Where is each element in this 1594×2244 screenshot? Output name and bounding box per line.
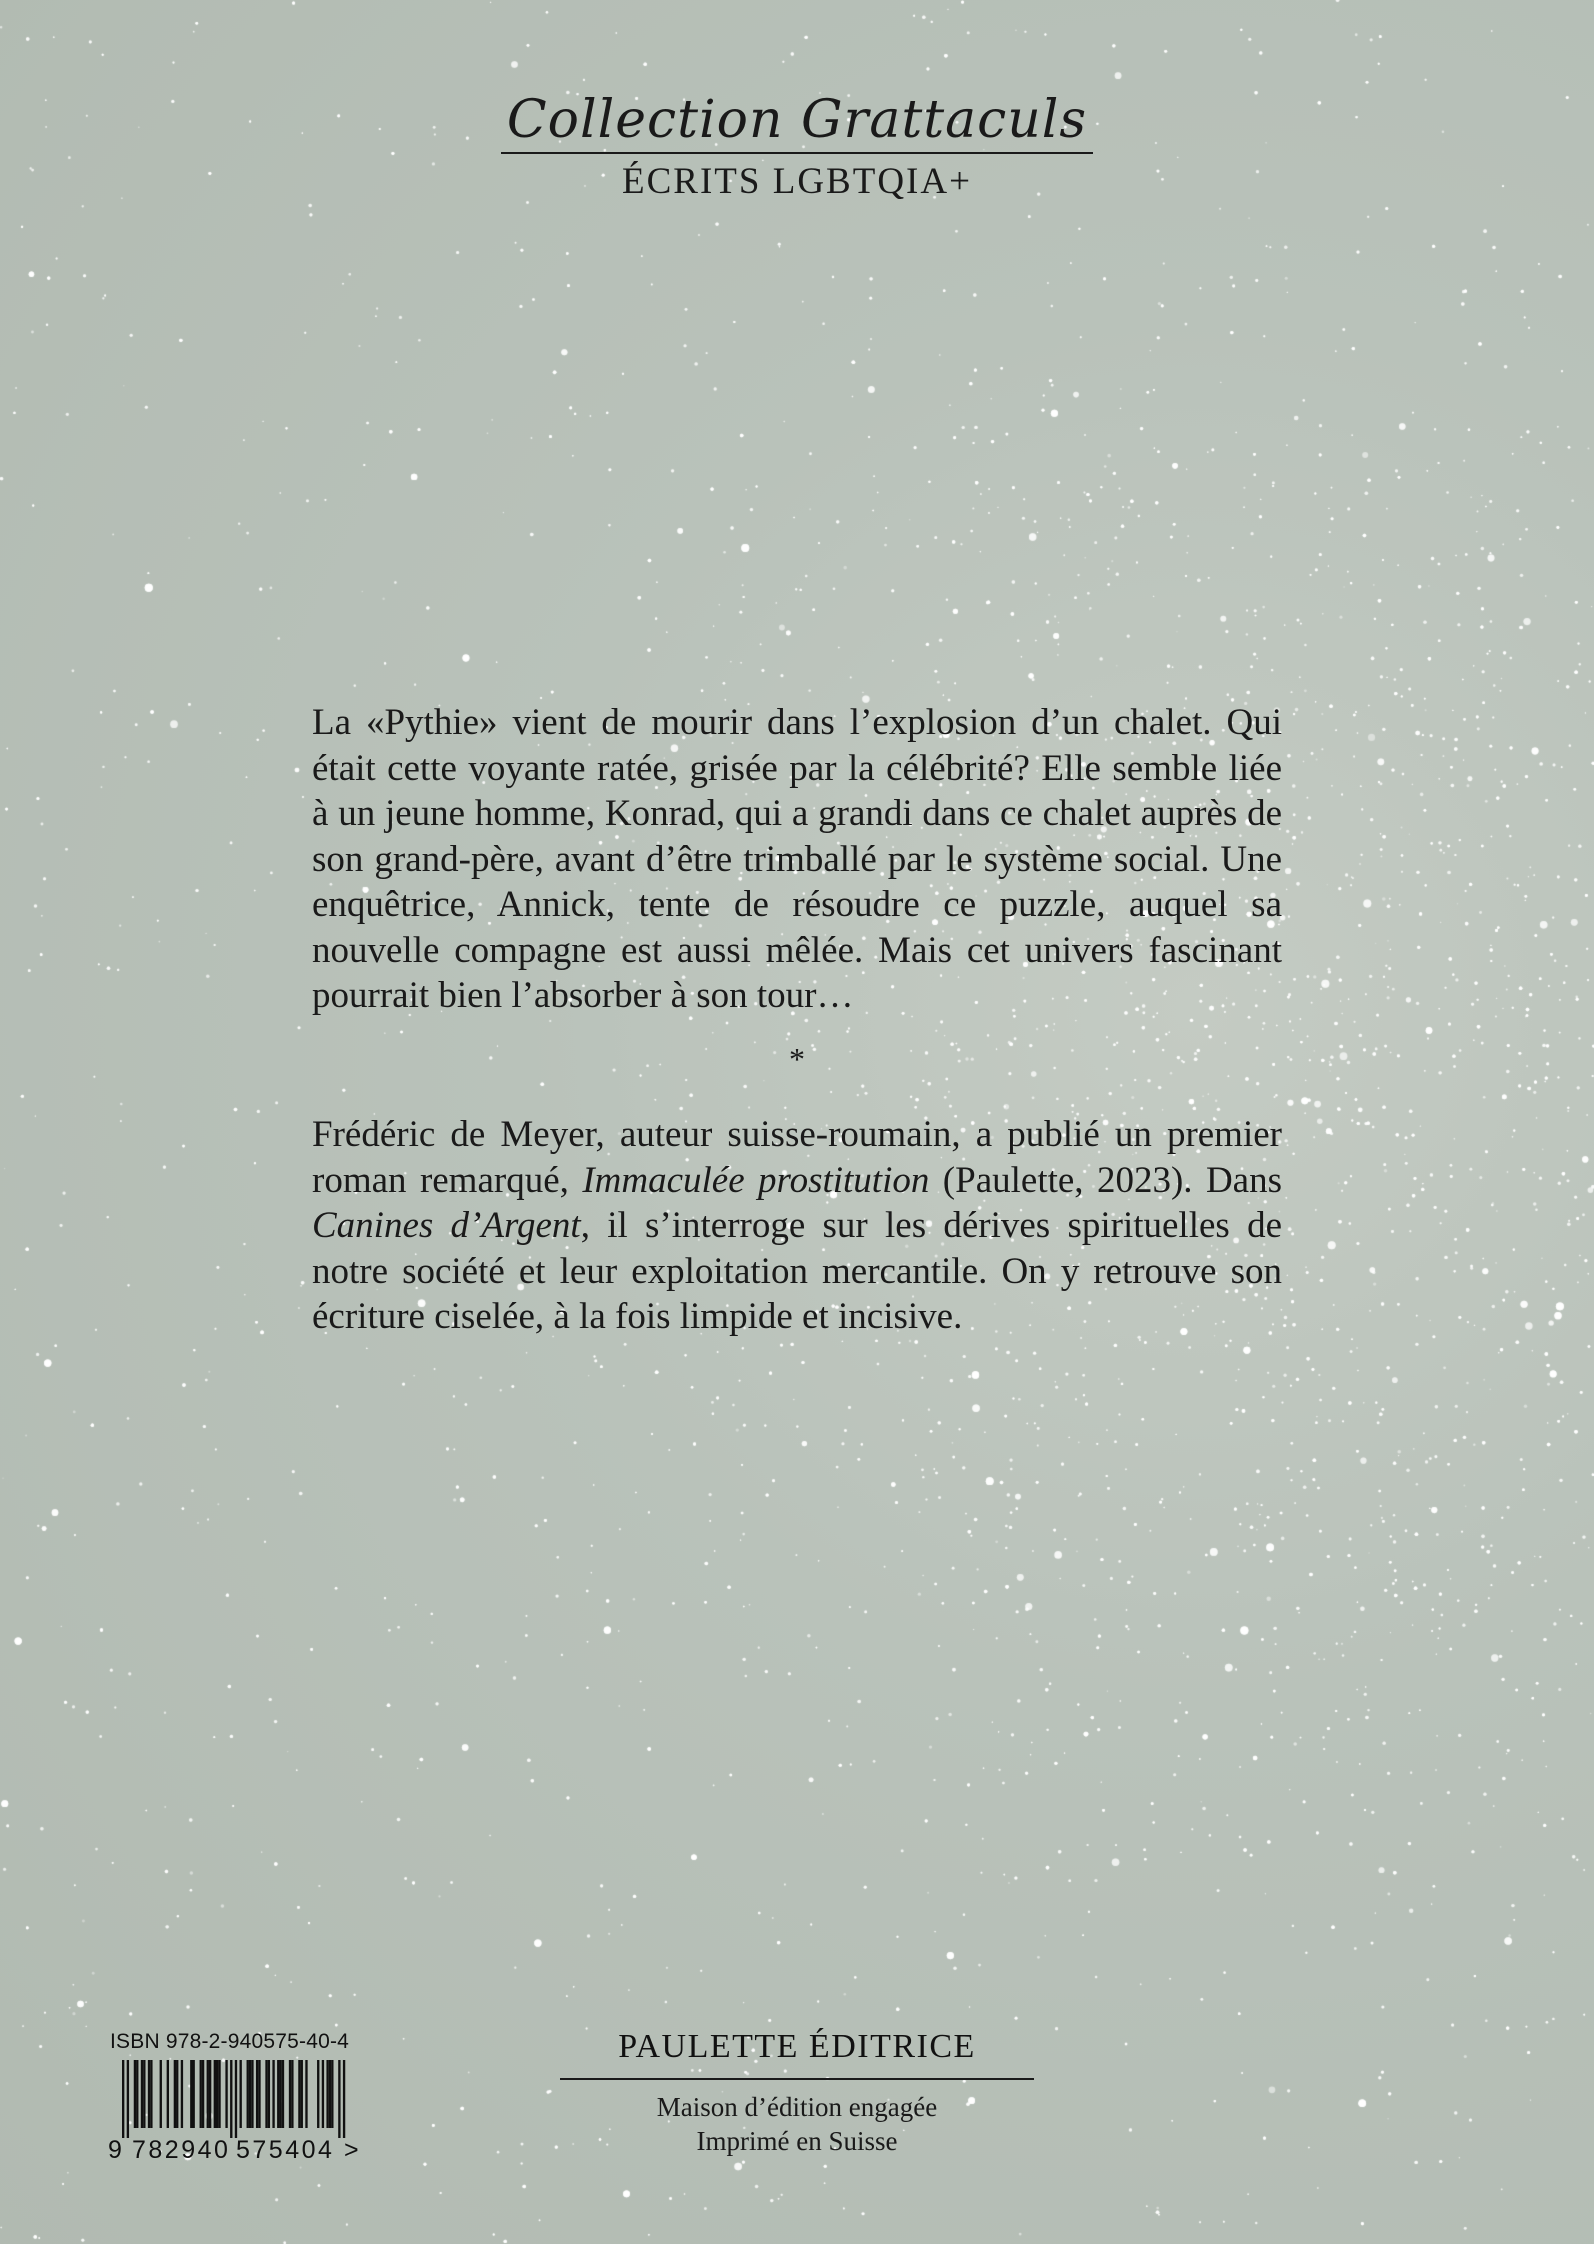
barcode-bar bbox=[167, 2060, 169, 2128]
barcode-bar bbox=[247, 2060, 249, 2128]
barcode-bar bbox=[225, 2060, 227, 2128]
synopsis-paragraph: La «Pythie» vient de mourir dans l’explosion d’un chalet. Qui était cette voyante ratée, grisée par la célébrité? Elle semble liée à un jeune homme, Konrad, qui a grandi dans ce chalet auprès de son grand-père, avant d’être trimballé par le système social. Une enquêtrice, Annick, tente de résoudre ce puzzle, auquel sa nouvelle compagne est aussi mêlée. Mais cet univers fascinant pourrait bien l’absorber à son tour… bbox=[312, 702, 1282, 1016]
barcode-bar bbox=[331, 2060, 333, 2128]
barcode-bar bbox=[289, 2060, 291, 2128]
barcode-bar bbox=[176, 2060, 178, 2128]
barcode-bar bbox=[216, 2060, 218, 2128]
barcode-bar bbox=[160, 2060, 162, 2128]
barcode-bar bbox=[209, 2060, 211, 2128]
barcode-bar bbox=[298, 2060, 300, 2128]
barcode-bar bbox=[136, 2060, 138, 2128]
barcode-bar bbox=[249, 2060, 251, 2128]
barcode-bar bbox=[305, 2060, 307, 2128]
barcode-bar bbox=[329, 2060, 331, 2128]
barcode-bar bbox=[301, 2060, 303, 2128]
barcode-bar bbox=[268, 2060, 270, 2128]
barcode-bar bbox=[202, 2060, 204, 2128]
author-text-3: , il s’interroge sur les dérives spirituelles de notre société et leur exploitation mercantile. On y retrouve son écriture ciselée, à la fois limpide et incisive. bbox=[312, 1205, 1282, 1337]
author-text-2: (Paulette, 2023). Dans bbox=[929, 1159, 1283, 1201]
barcode-bar bbox=[134, 2060, 136, 2128]
barcode-bar bbox=[122, 2060, 124, 2138]
barcode-bar bbox=[127, 2060, 129, 2138]
publisher-block bbox=[560, 2028, 1034, 2158]
barcode-bar bbox=[272, 2060, 274, 2128]
barcode-bar bbox=[322, 2060, 324, 2128]
book-title-1: Immaculée prostitution bbox=[582, 1159, 930, 1201]
barcode-digits-left: 782940 bbox=[132, 2136, 231, 2164]
barcode-digits bbox=[108, 2136, 358, 2166]
author-paragraph bbox=[312, 1112, 1282, 1340]
barcode-digit-lead: 9 bbox=[108, 2136, 122, 2164]
barcode-bar bbox=[235, 2060, 237, 2138]
barcode-digits-right: 575404 bbox=[236, 2136, 335, 2164]
barcode-bar bbox=[317, 2060, 319, 2128]
publisher-printed-in: Imprimé en Suisse bbox=[696, 2126, 898, 2156]
isbn-barcode-block bbox=[108, 2030, 358, 2166]
barcode-bar bbox=[141, 2060, 143, 2128]
collection-subtitle: ÉCRITS LGBTQIA+ bbox=[622, 161, 972, 202]
barcode-bar bbox=[256, 2060, 258, 2128]
barcode-digit-trail: > bbox=[344, 2136, 359, 2164]
barcode-bar bbox=[343, 2060, 345, 2138]
barcode-bar bbox=[181, 2060, 183, 2128]
isbn-label: ISBN 978-2-940575-40-4 bbox=[110, 2030, 350, 2053]
author-text-1: Frédéric de Meyer, auteur suisse-roumain, a publié un premier roman remarqué, bbox=[312, 1114, 1282, 1201]
barcode-bar bbox=[277, 2060, 279, 2128]
barcode-bar bbox=[265, 2060, 267, 2128]
barcode-bar bbox=[214, 2060, 216, 2128]
barcode-bar bbox=[174, 2060, 176, 2128]
barcode-bar bbox=[338, 2060, 340, 2138]
barcode-bar bbox=[150, 2060, 152, 2128]
back-cover-blurb bbox=[312, 700, 1282, 1340]
publisher-name: PAULETTE ÉDITRICE bbox=[560, 2028, 1034, 2080]
book-title-2: Canines d’Argent bbox=[312, 1205, 581, 1246]
barcode-bar bbox=[190, 2060, 192, 2128]
barcode-bar bbox=[148, 2060, 150, 2128]
asterisk-separator: * bbox=[789, 1040, 805, 1077]
barcode bbox=[108, 2060, 348, 2138]
barcode-bar bbox=[143, 2060, 145, 2128]
barcode-bar bbox=[251, 2060, 253, 2128]
collection-name: Collection Grattaculs bbox=[501, 88, 1093, 154]
barcode-bar bbox=[326, 2060, 328, 2128]
barcode-bar bbox=[291, 2060, 293, 2128]
barcode-bar bbox=[218, 2060, 220, 2128]
collection-header bbox=[0, 88, 1594, 203]
barcode-bar bbox=[200, 2060, 202, 2128]
barcode-bar bbox=[230, 2060, 232, 2138]
barcode-bar bbox=[258, 2060, 260, 2128]
barcode-bar bbox=[282, 2060, 284, 2128]
barcode-bar bbox=[240, 2060, 242, 2128]
barcode-bar bbox=[193, 2060, 195, 2128]
barcode-bar bbox=[207, 2060, 209, 2128]
barcode-bar bbox=[279, 2060, 281, 2128]
publisher-tagline: Maison d’édition engagée bbox=[656, 2092, 938, 2122]
